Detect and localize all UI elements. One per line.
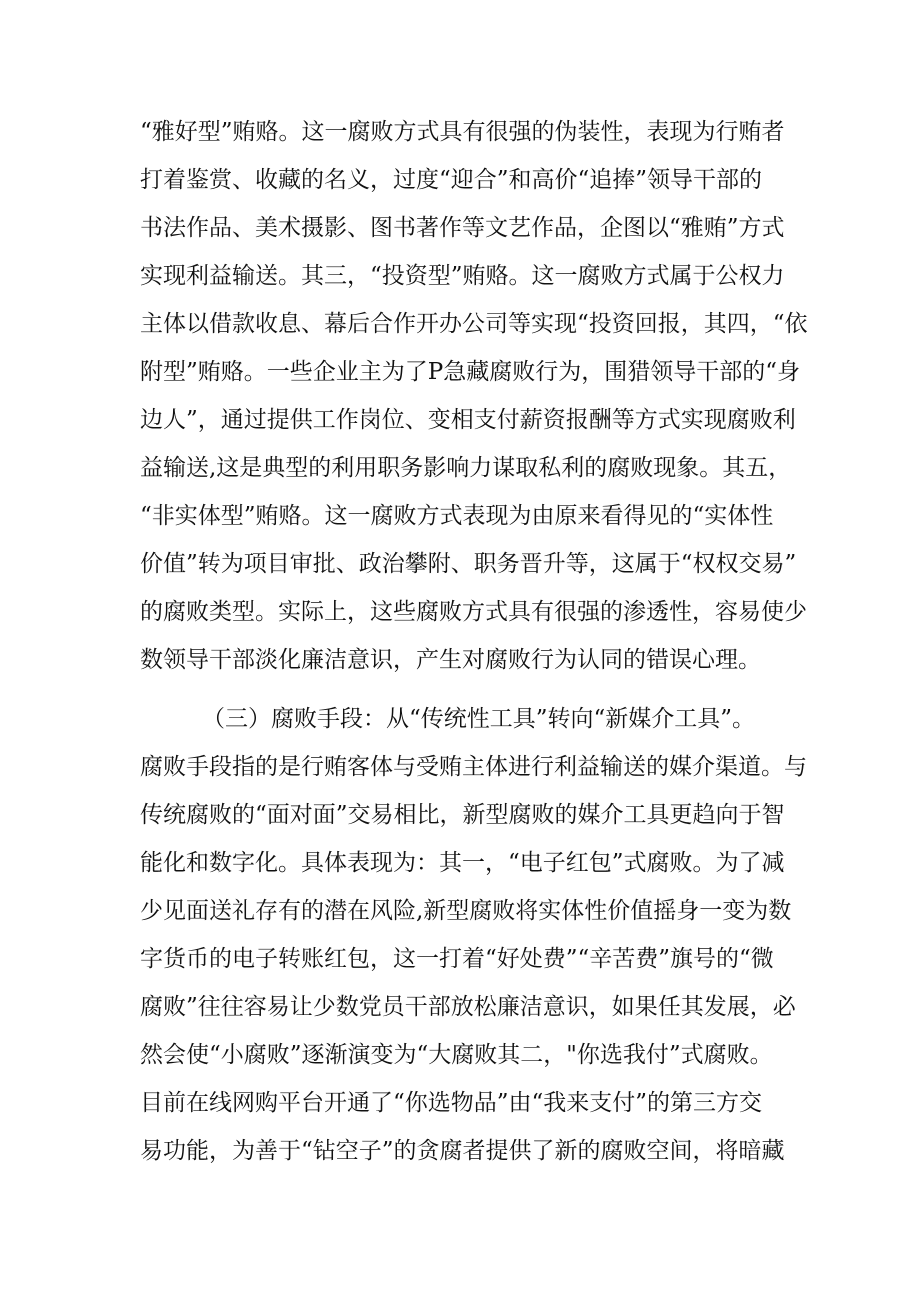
text-line-12: 数领导干部淡化廉洁意识，产生对腐败行为认同的错误心理。 [140, 647, 761, 673]
section-heading: （三）腐败手段：从“传统性工具”转向“新媒介工具”。 [202, 706, 756, 732]
text-line-6: 附型”贿赂。一些企业主为了P急藏腐败行为，围猎领导干部的“身 [140, 359, 800, 385]
text-line-8: 益输送,这是典型的利用职务影响力谋取私利的腐败现象。其五， [140, 455, 792, 481]
text-line-21: 目前在线网购平台开通了“你选物品”由“我来支付”的第三方交 [140, 1090, 763, 1116]
text-line-3: 书法作品、美术摄影、图书著作等文艺作品，企图以“雅贿”方式 [140, 215, 785, 241]
text-line-4: 实现利益输送。其三，“投资型”贿赂。这一腐败方式属于公权力 [140, 263, 785, 289]
text-line-9: “非实体型”贿赂。这一腐败方式表现为由原来看得见的“实体性 [140, 503, 774, 529]
text-line-18: 字货币的电子转账红包，这一打着“好处费”“辛苦费”旗号的“微 [140, 946, 774, 972]
text-line-16: 能化和数字化。具体表现为：其一，“电子红包”式腐败。为了减 [140, 850, 785, 876]
text-line-11: 的腐败类型。实际上，这些腐败方式具有很强的渗透性，容易使少 [140, 599, 807, 625]
text-line-17: 少见面送礼存有的潜在风险,新型腐败将实体性价值摇身一变为数 [140, 898, 792, 924]
text-line-15: 传统腐败的“面对面”交易相比，新型腐败的媒介工具更趋向于智 [140, 802, 785, 828]
text-line-22: 易功能，为善于“钻空子”的贪腐者提供了新的腐败空间，将暗藏 [140, 1138, 785, 1164]
text-line-1: “雅好型”贿赂。这一腐败方式具有很强的伪装性，表现为行贿者 [140, 119, 785, 145]
text-line-7: 边人”，通过提供工作岗位、变相支付薪资报酬等方式实现腐败利 [140, 407, 796, 433]
text-line-5: 主体以借款收息、幕后合作开办公司等实现“投资回报，其四，“依 [140, 311, 808, 337]
text-line-10: 价值”转为项目审批、政治攀附、职务晋升等，这属于“权权交易” [140, 551, 797, 577]
text-line-14: 腐败手段指的是行贿客体与受贿主体进行利益输送的媒介渠道。与 [140, 754, 807, 780]
text-line-19: 腐败”往往容易让少数党员干部放松廉洁意识，如果任其发展，必 [140, 994, 796, 1020]
text-line-20: 然会使“小腐败”逐渐演变为“大腐败其二，"你选我付”式腐败。 [140, 1042, 773, 1068]
text-line-2: 打着鉴赏、收藏的名义，过度“迎合”和高价“追捧”领导干部的 [140, 167, 763, 193]
